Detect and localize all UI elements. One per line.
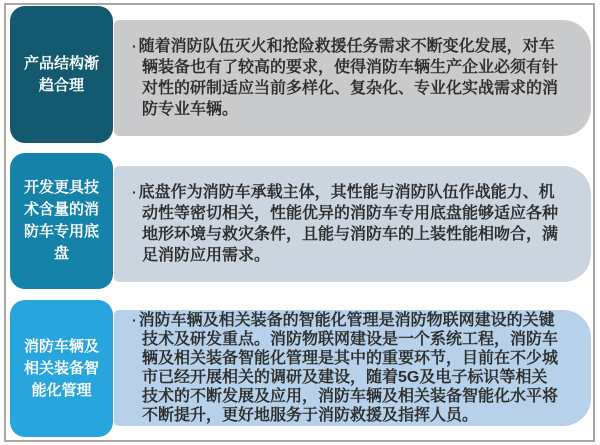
row2-label-text: 开发更具技术含量的消防车专用底盘	[23, 179, 99, 262]
bullet-icon: ·	[132, 184, 137, 200]
row2-content-text	[114, 182, 591, 266]
row2-body-text: 底盘作为消防车承载主体，其性能与消防队伍作战能力、机动性等密切相关，性能优异的消防车专用底盘能够适应各种地形环境与救灾条件，且能与消防车的上装性能相吻合，满足消防应用需求。	[138, 184, 559, 264]
bullet-icon: ·	[132, 38, 137, 54]
row3-label-text: 消防车辆及相关装备智能化管理	[23, 337, 99, 399]
row3-content-box	[114, 310, 591, 426]
row2-content-box	[114, 166, 591, 282]
row3-label-box	[10, 300, 113, 437]
row3-body-text: 消防车辆及相关装备的智能化管理是消防物联网建设的关键技术及研发重点。消防物联网建设是一个系统工程，消防车辆及相关装备智能化管理是其中的重要环节，目前在不少城市已经开展相关的调研及建设，随着5G及电子标识等相关技术的不断发展及应用，消防车辆及相关装备智能化水平将不断提升，更好地服务于消防救援及指挥人员。	[138, 312, 559, 424]
row2-label-box	[10, 153, 113, 289]
row1-label-box	[10, 6, 113, 143]
row1-body-text: 随着消防队伍灭火和抢险救援任务需求不断变化发展，对车辆装备也有了较高的要求，使得消防车辆生产企业必须有针对性的研制适应当前多样化、复杂化、专业化实战需求的消防专业车辆。	[138, 38, 559, 118]
row1-label-text: 产品结构渐趋合理	[23, 54, 99, 94]
bullet-icon: ·	[132, 312, 137, 328]
row1-content-box	[114, 20, 591, 136]
row3-content-text	[114, 311, 591, 425]
row1-content-text	[114, 36, 591, 120]
